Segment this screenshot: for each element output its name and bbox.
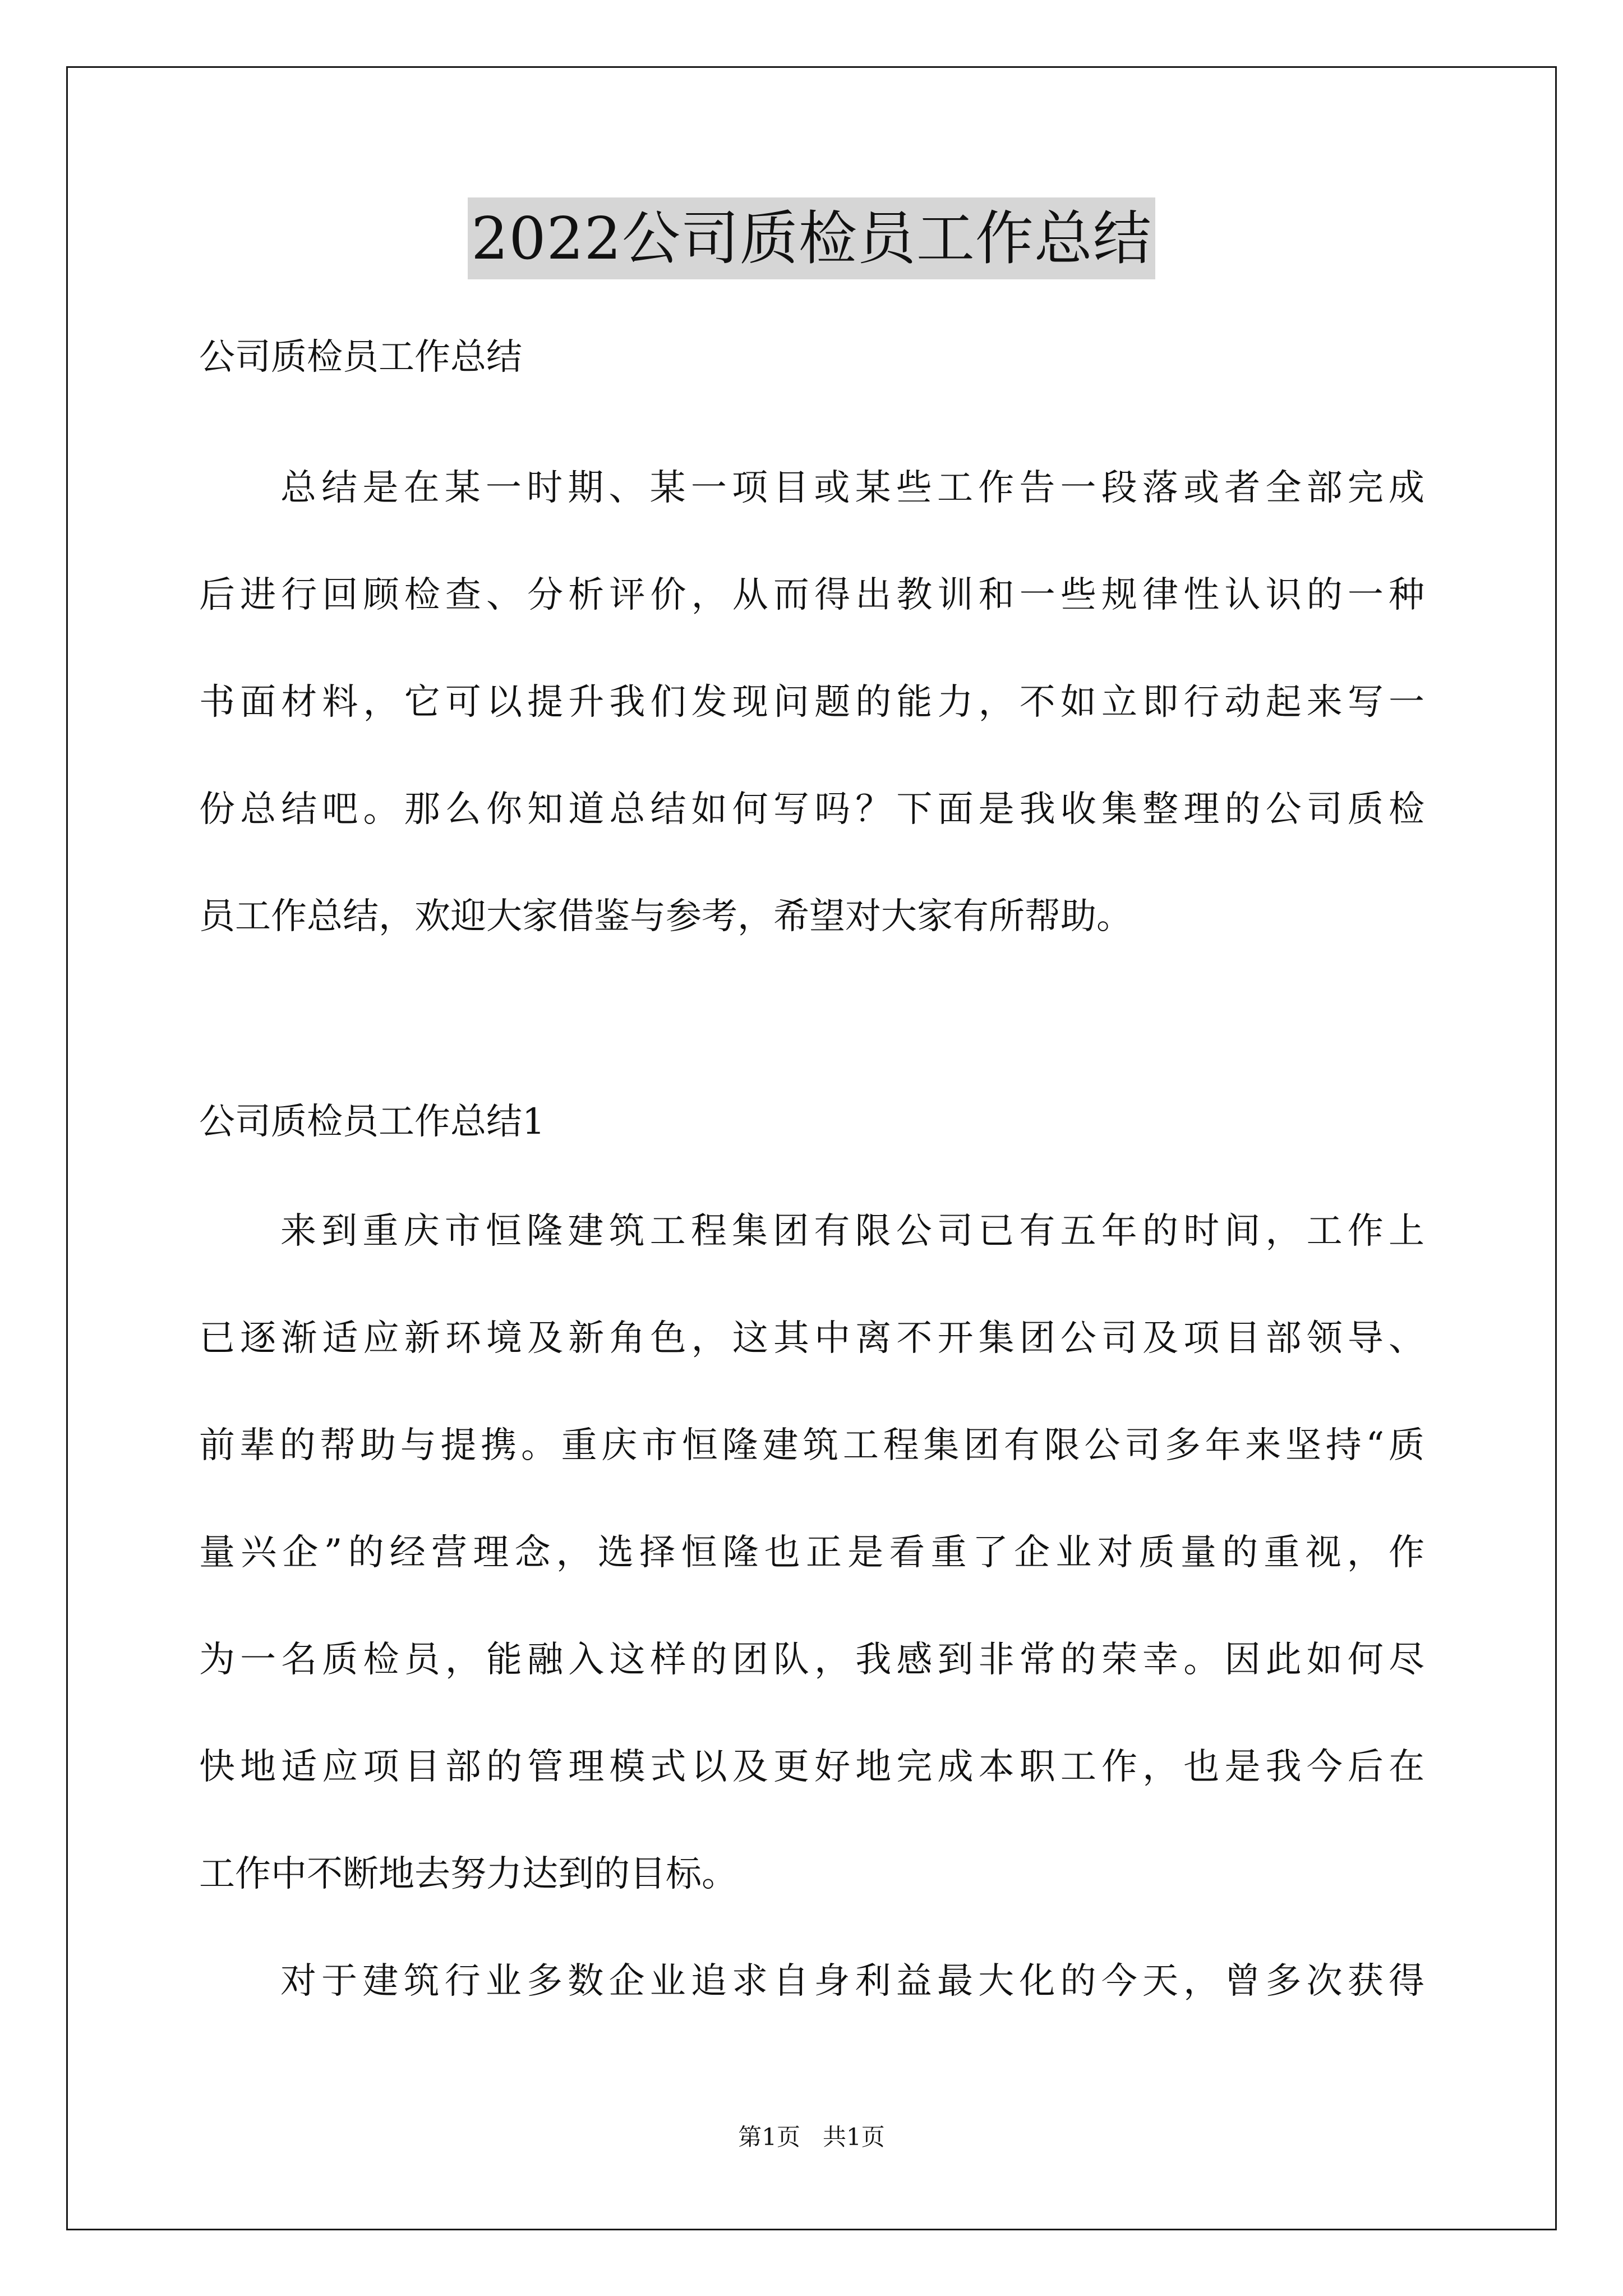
body-line: 对于建筑行业多数企业追求自身利益最大化的今天，曾多次获得 [280,1961,1424,2002]
body-line: 量兴企”的经营理念，选择恒隆也正是看重了企业对质量的重视，作 [199,1532,1424,1573]
document-title [0,197,1623,279]
subtitle: 公司质检员工作总结 [199,337,522,378]
body-line: 已逐渐适应新环境及新角色，这其中离不开集团公司及项目部领导、 [199,1318,1424,1359]
body-line: 来到重庆市恒隆建筑工程集团有限公司已有五年的时间，工作上 [280,1211,1424,1252]
section-heading: 公司质检员工作总结1 [199,1101,545,1143]
intro-line: 书面材料，它可以提升我们发现问题的能力，不如立即行动起来写一 [199,682,1424,723]
intro-line: 员工作总结，欢迎大家借鉴与参考，希望对大家有所帮助。 [199,896,1132,937]
document-title-text: 2022公司质检员工作总结 [468,197,1155,279]
page-border [66,66,1557,2230]
body-line: 快地适应项目部的管理模式以及更好地完成本职工作，也是我今后在 [199,1746,1424,1788]
intro-line: 总结是在某一时期、某一项目或某些工作告一段落或者全部完成 [280,467,1424,509]
body-line: 工作中不断地去努力达到的目标。 [199,1853,737,1895]
page-footer: 第1页 共1页 [738,2123,885,2151]
intro-line: 份总结吧。那么你知道总结如何写吗？下面是我收集整理的公司质检 [199,789,1424,830]
body-line: 为一名质检员，能融入这样的团队，我感到非常的荣幸。因此如何尽 [199,1639,1424,1681]
intro-line: 后进行回顾检查、分析评价，从而得出教训和一些规律性认识的一种 [199,574,1424,616]
body-line: 前辈的帮助与提携。重庆市恒隆建筑工程集团有限公司多年来坚持“质 [199,1425,1424,1466]
